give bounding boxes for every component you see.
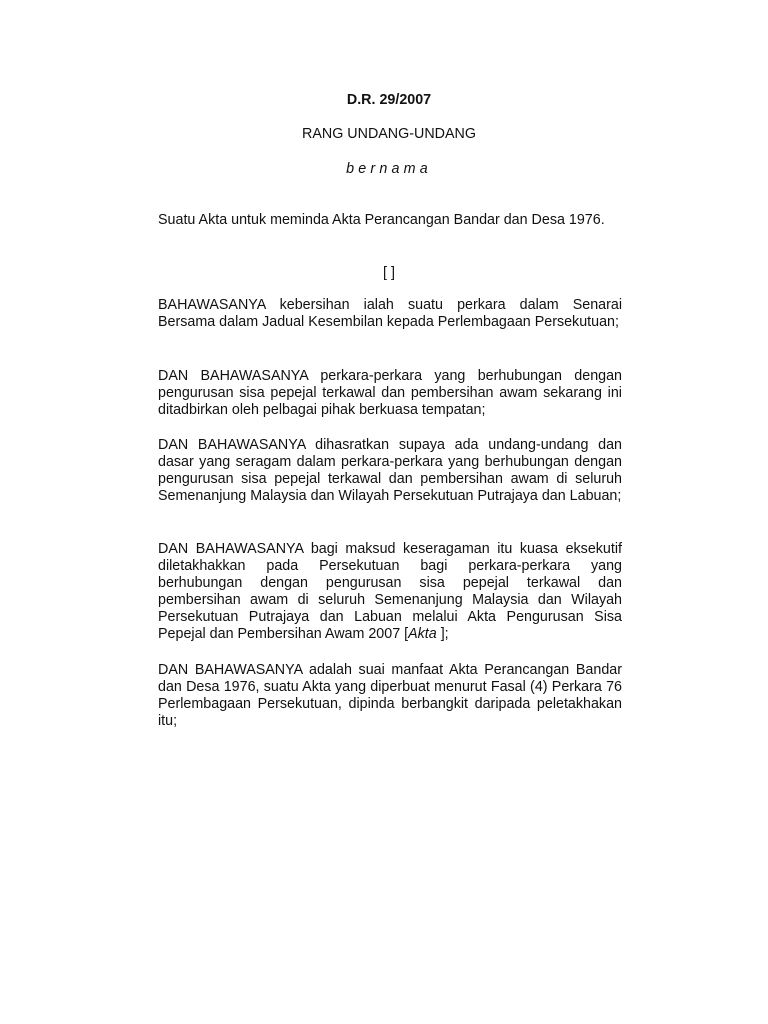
- preamble-paragraph-3: DAN BAHAWASANYA dihasratkan supaya ada undang-undang dan dasar yang seragam dalam perkara-perkara yang berhubungan dengan pengurusan sisa pepejal terkawal dan pembersihan awam di seluruh Semenanjung Malaysia dan Wilayah Persekutuan Putrajaya dan Labuan;: [158, 437, 622, 504]
- paragraph-4-closing: ];: [436, 626, 449, 642]
- preamble-paragraph-2: DAN BAHAWASANYA perkara-perkara yang berhubungan dengan pengurusan sisa pepejal terkawal dan pembersihan awam sekarang ini ditadbirkan oleh pelbagai pihak berkuasa tempatan;: [158, 368, 622, 418]
- preamble-paragraph-1: BAHAWASANYA kebersihan ialah suatu perkara dalam Senarai Bersama dalam Jadual Kesembilan kepada Perlembagaan Persekutuan;: [158, 297, 622, 330]
- intro-paragraph: Suatu Akta untuk meminda Akta Perancangan Bandar dan Desa 1976.: [158, 212, 605, 228]
- bill-subtitle: bernama: [346, 161, 432, 177]
- preamble-paragraph-5: DAN BAHAWASANYA adalah suai manfaat Akta Perancangan Bandar dan Desa 1976, suatu Akta yang diperbuat menurut Fasal (4) Perkara 76 Perlembagaan Persekutuan, dipinda berbangkit daripada peletakhakan itu;: [158, 662, 622, 729]
- akta-italic: Akta: [408, 626, 437, 642]
- paragraph-4-text: DAN BAHAWASANYA bagi maksud keseragaman itu kuasa eksekutif diletakhakkan pada Persekutuan bagi perkara-perkara yang berhubungan dengan pengurusan sisa pepejal terkawal dan pembersihan awam di seluruh Semenanjung Malaysia dan Wilayah Persekutuan Putrajaya dan Labuan melalui Akta Pengurusan Sisa Pepejal dan Pembersihan Awam 2007 [: [158, 541, 622, 642]
- bill-title: RANG UNDANG-UNDANG: [302, 126, 476, 142]
- bill-number: D.R. 29/2007: [346, 92, 432, 108]
- bracket-placeholder: [ ]: [383, 265, 395, 281]
- preamble-paragraph-4: [158, 541, 622, 643]
